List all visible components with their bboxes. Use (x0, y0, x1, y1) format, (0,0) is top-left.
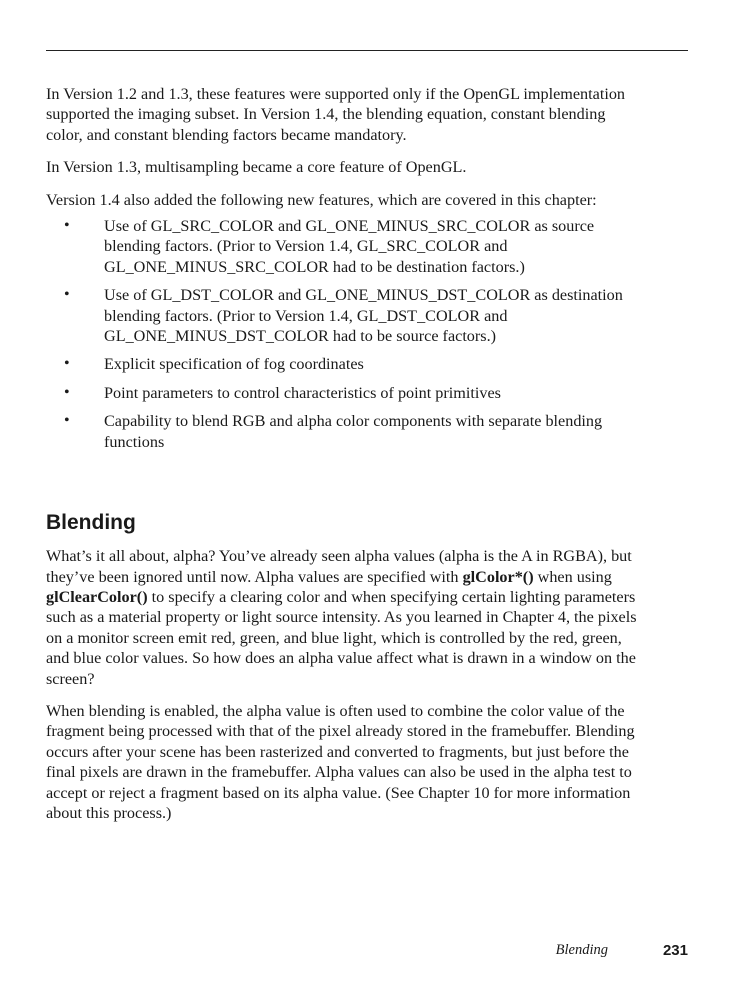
bullet-icon: • (64, 412, 70, 430)
function-name: glClearColor() (46, 587, 148, 606)
bullet-icon: • (64, 217, 70, 235)
section-heading: Blending (46, 511, 136, 535)
bullet-icon: • (64, 383, 70, 401)
blending-paragraph-2: When blending is enabled, the alpha value is often used to combine the color value of the fragment being processed with that of the pixel already stored in the framebuffer. Blending occurs after your scene has been rasterized and converted to fragments, but just before the final pixels are drawn in the framebuffer. Alpha values can also be used in the alpha test to accept or reject a fragment based on its alpha value. (See Chapter 10 for more information about this process.) (46, 701, 635, 822)
intro-paragraph-3: Version 1.4 also added the following new features, which are covered in this chapter: (46, 190, 597, 209)
paragraph-text: What’s it all about, alpha? You’ve already seen alpha values (alpha is the A in RGBA), but they’ve been ignored until now. Alpha values are specified with (46, 547, 632, 586)
intro-paragraph-1: In Version 1.2 and 1.3, these features were supported only if the OpenGL implementation supported the imaging subset. In Version 1.4, the blending equation, constant blending color, and constant blending factors became mandatory. (46, 85, 626, 144)
running-title: Blending (555, 942, 608, 958)
page-footer (0, 942, 734, 962)
bullet-icon: • (64, 286, 70, 304)
paragraph-text: to specify a clearing color and when specifying certain lighting parameters such as a material property or light source intensity. As you learned in Chapter 4, the pixels on a monitor screen emit red, green, and blue light, which is controlled by the red, green, and blue color values. So how does an alpha value affect what is drawn in a window on the screen? (46, 587, 637, 688)
function-name: glColor*() (462, 567, 534, 586)
intro-paragraph-2: In Version 1.3, multisampling became a core feature of OpenGL. (46, 158, 467, 177)
list-item-text: Use of GL_SRC_COLOR and GL_ONE_MINUS_SRC_COLOR as source blending factors. (Prior to Version 1.4, GL_SRC_COLOR and GL_ONE_MINUS_SRC_COLOR had to be destination factors.) (104, 217, 595, 276)
list-item (46, 354, 646, 374)
list-item (46, 411, 646, 452)
list-item-text: Point parameters to control characteristics of point primitives (104, 383, 501, 402)
feature-list (46, 216, 646, 452)
paragraph-text: when using (533, 567, 612, 586)
list-item-text: Explicit specification of fog coordinates (104, 355, 364, 374)
page-number: 231 (662, 942, 688, 959)
page-body (46, 84, 646, 835)
header-rule (46, 50, 688, 51)
list-item-text: Use of GL_DST_COLOR and GL_ONE_MINUS_DST_COLOR as destination blending factors. (Prior to Version 1.4, GL_DST_COLOR and GL_ONE_MINUS_DST_COLOR had to be source factors.) (104, 286, 623, 346)
list-item (46, 216, 646, 277)
list-item (46, 383, 646, 403)
blending-paragraph-1 (46, 546, 646, 689)
list-item (46, 285, 646, 346)
bullet-icon: • (64, 355, 70, 373)
list-item-text: Capability to blend RGB and alpha color components with separate blending functions (104, 412, 603, 451)
